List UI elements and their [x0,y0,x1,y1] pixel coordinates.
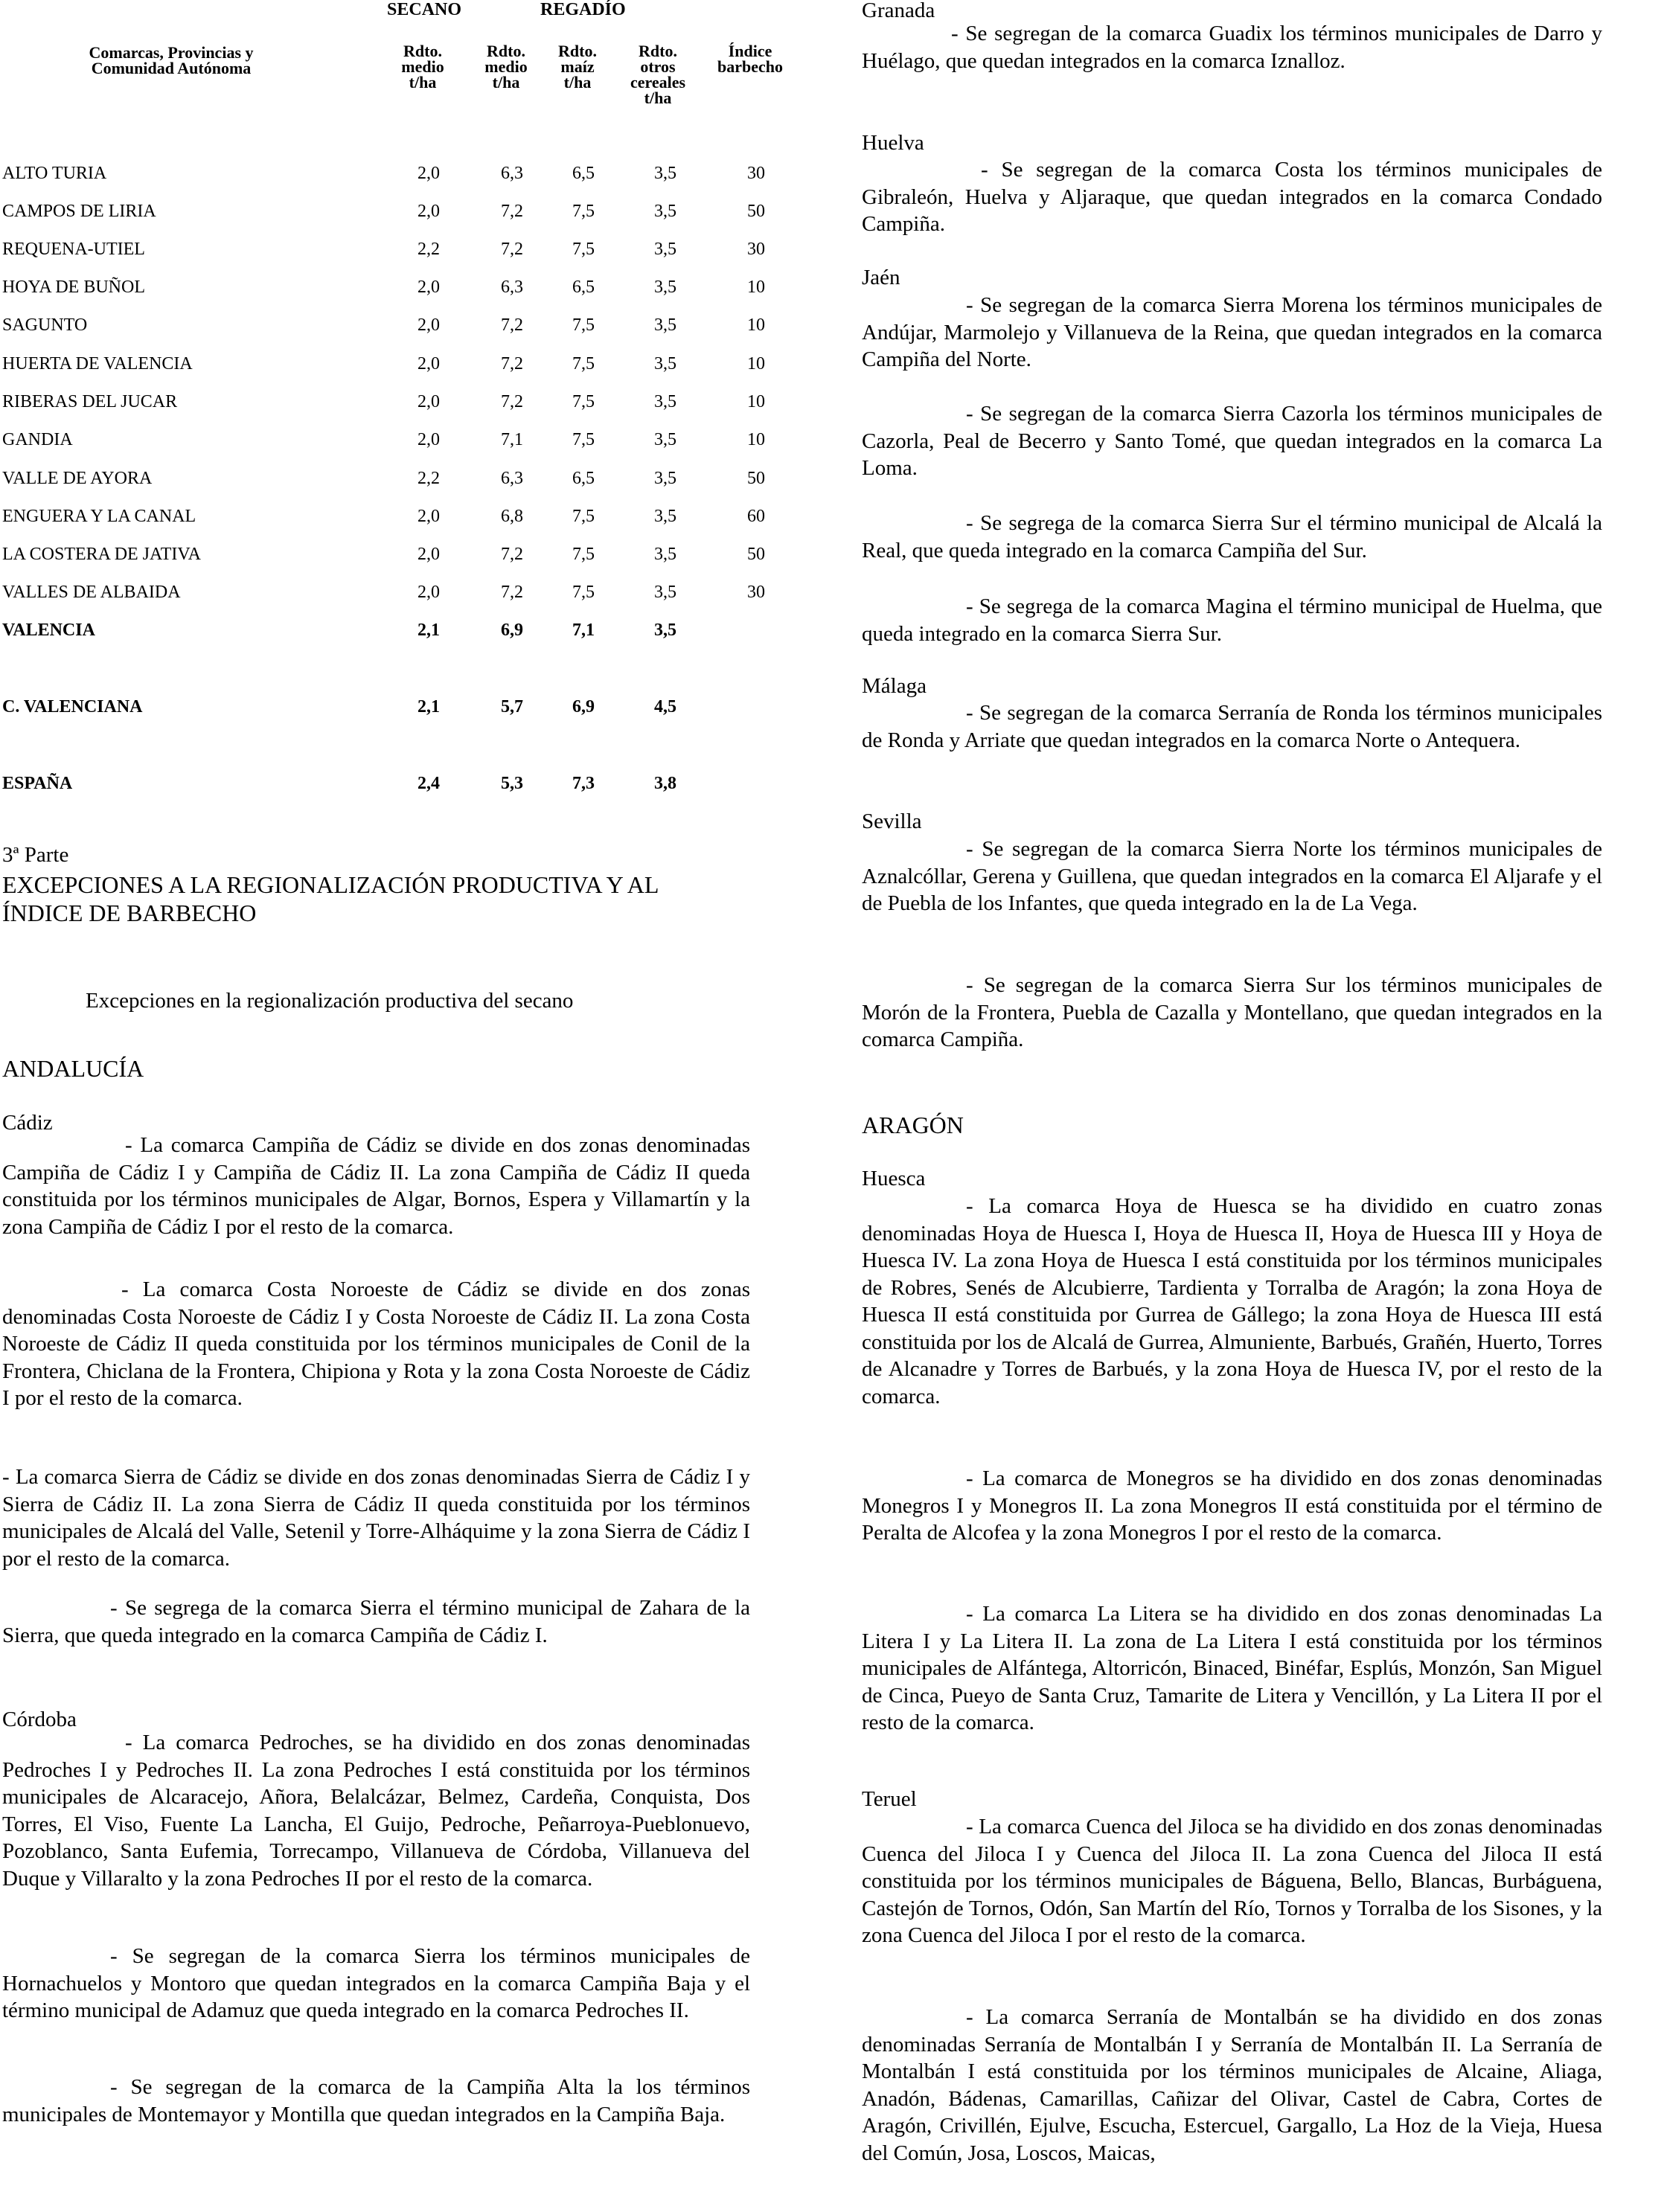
cell-secano-medio: 2,0 [417,545,440,564]
cell-otros-cereales: 3,5 [654,469,676,488]
cell-maiz: 7,5 [572,583,595,602]
table-row [0,469,789,491]
cell-secano-medio: 2,0 [417,164,440,183]
header-otros-cereales: Rdto. otros cereales t/ha [630,42,686,107]
section-title: EXCEPCIONES A LA REGIONALIZACIÓN PRODUCTIVA Y AL ÍNDICE DE BARBECHO [2,871,659,926]
row-region-name: VALENCIA [2,621,95,640]
cell-regadio-medio: 7,2 [501,354,523,374]
paragraph-jaen-3: - Se segrega de la comarca Sierra Sur el término municipal de Alcalá la Real, que queda integrado en la comarca Campiña del Sur. [862,511,1602,562]
cell-regadio-medio: 6,3 [501,469,523,488]
part-label: 3ª Parte [2,843,69,867]
cell-maiz: 7,5 [572,315,595,335]
cell-regadio-medio: 6,9 [501,621,523,640]
cell-regadio-medio: 7,2 [501,545,523,564]
row-region-name: GANDIA [2,430,73,449]
cell-maiz: 6,5 [572,278,595,297]
cell-indice-barbecho: 50 [747,202,765,221]
paragraph-huesca-3: - La comarca La Litera se ha dividido en dos zonas denominadas La Litera I y La Litera II. La zona de La Litera I está constituida por los términos municipales de Alfántega, Altorricón, Binaced, Binéfar, Esplús, Monzón, San Miguel de Cinca, Pueyo de Santa Cruz, Tamarite de Litera y Vencillón, y La Litera II por el resto de la comarca. [862,1602,1602,1734]
province-heading-sevilla: Sevilla [862,810,922,833]
paragraph-cadiz-1: - La comarca Campiña de Cádiz se divide en dos zonas denominadas Campiña de Cádiz I y Campiña de Cádiz II. La zona Campiña de Cádiz II queda constituida por los términos municipales de Algar, Bornos, Espera y Villamartín y la zona Campiña de Cádiz I por el resto de la comarca. [2,1133,750,1239]
region-heading-andalucia: ANDALUCÍA [2,1055,144,1082]
cell-maiz: 6,5 [572,469,595,488]
table-row [0,774,789,796]
cell-regadio-medio: 7,2 [501,392,523,411]
cell-maiz: 6,9 [572,697,595,717]
table-row [0,621,789,643]
cell-regadio-medio: 7,2 [501,583,523,602]
cell-maiz: 7,5 [572,392,595,411]
paragraph-cordoba-1: - La comarca Pedroches, se ha dividido en dos zonas denominadas Pedroches I y Pedroches II. La zona Pedroches I está constituida por los términos municipales de Alcaracejo, Añora, Belalcázar, Belmez, Cardeña, Conquista, Dos Torres, El Viso, Fuente La Lancha, El Guijo, Pedroche, Peñarroya-Pueblonuevo, Pozoblanco, Santa Eufemia, Torrecampo, Villanueva de Córdoba, Villanueva del Duque y Villaralto y la zona Pedroches II por el resto de la comarca. [2,1731,750,1891]
section-subtitle: Excepciones en la regionalización productiva del secano [86,989,574,1013]
table-row [0,430,789,452]
cell-secano-medio: 2,0 [417,430,440,449]
cell-otros-cereales: 3,5 [654,315,676,335]
header-regadio-medio: Rdto. medio t/ha [484,42,528,92]
cell-secano-medio: 2,2 [417,240,440,259]
paragraph-cadiz-3: - La comarca Sierra de Cádiz se divide en dos zonas denominadas Sierra de Cádiz I y Sierra de Cádiz II. La zona Sierra de Cádiz II queda constituida por los términos municipales de Alcalá del Valle, Setenil y Torre-Alháquime y la zona Sierra de Cádiz I por el resto de la comarca. [2,1465,750,1571]
cell-otros-cereales: 3,5 [654,278,676,297]
paragraph-teruel-1: - La comarca Cuenca del Jiloca se ha dividido en dos zonas denominadas Cuenca del Jiloca I y Cuenca del Jiloca II. La zona Cuenca del Jiloca II está constituida por los términos municipales de Báguena, Bello, Blancas, Burbáguena, Castejón de Tornos, Odón, San Martín del Río, Tornos y Torralba de los Sisones, y la zona Cuenca del Jiloca I por el resto de la comarca. [862,1815,1602,1947]
province-heading-teruel: Teruel [862,1787,917,1811]
header-maiz: Rdto. maíz t/ha [558,42,597,92]
cell-regadio-medio: 6,8 [501,507,523,526]
cell-indice-barbecho: 30 [747,240,765,259]
row-region-name: LA COSTERA DE JATIVA [2,545,201,564]
table-row [0,583,789,605]
table-row [0,545,789,567]
cell-regadio-medio: 5,7 [501,697,523,717]
cell-otros-cereales: 3,5 [654,507,676,526]
cell-secano-medio: 2,0 [417,507,440,526]
cell-indice-barbecho: 10 [747,392,765,411]
province-heading-huesca: Huesca [862,1167,926,1190]
row-region-name: REQUENA-UTIEL [2,240,145,259]
cell-otros-cereales: 4,5 [654,697,676,717]
header-secano-medio: Rdto. medio t/ha [401,42,444,92]
row-region-name: ALTO TURIA [2,164,107,183]
province-heading-cadiz: Cádiz [2,1111,53,1135]
cell-secano-medio: 2,0 [417,202,440,221]
cell-secano-medio: 2,0 [417,392,440,411]
province-heading-jaen: Jaén [862,266,900,289]
paragraph-cadiz-2: - La comarca Costa Noroeste de Cádiz se divide en dos zonas denominadas Costa Noroeste de Cádiz I y Costa Noroeste de Cádiz II. La zona Costa Noroeste de Cádiz II queda constituida por los términos municipales de Conil de la Frontera, Chiclana de la Frontera, Chipiona y Rota y la zona Costa Noroeste de Cádiz I por el resto de la comarca. [2,1277,750,1410]
cell-maiz: 7,5 [572,507,595,526]
cell-otros-cereales: 3,8 [654,774,676,793]
paragraph-huesca-2: - La comarca de Monegros se ha dividido en dos zonas denominadas Monegros I y Monegros II. La zona Monegros II está constituida por el término de Peralta de Alcofea y la zona Monegros I por el resto de la comarca. [862,1466,1602,1545]
header-indice-barbecho: Índice barbecho [717,42,783,76]
cell-secano-medio: 2,0 [417,315,440,335]
province-heading-malaga: Málaga [862,674,927,698]
paragraph-sevilla-2: - Se segregan de la comarca Sierra Sur los términos municipales de Morón de la Frontera, Puebla de Cazalla y Montellano, que quedan integrados en la comarca Campiña. [862,973,1602,1051]
header-region: Comarcas, Provincias y Comunidad Autónoma [89,43,254,77]
cell-secano-medio: 2,1 [417,621,440,640]
cell-regadio-medio: 7,2 [501,315,523,335]
province-heading-huelva: Huelva [862,131,924,155]
cell-secano-medio: 2,0 [417,354,440,374]
cell-maiz: 7,5 [572,430,595,449]
cell-otros-cereales: 3,5 [654,583,676,602]
cell-indice-barbecho: 10 [747,430,765,449]
cell-indice-barbecho: 10 [747,354,765,374]
row-region-name: HOYA DE BUÑOL [2,278,145,297]
cell-otros-cereales: 3,5 [654,240,676,259]
cell-otros-cereales: 3,5 [654,545,676,564]
cell-secano-medio: 2,1 [417,697,440,717]
cell-indice-barbecho: 30 [747,583,765,602]
cell-indice-barbecho: 50 [747,545,765,564]
table-row [0,697,789,719]
cell-otros-cereales: 3,5 [654,392,676,411]
row-region-name: HUERTA DE VALENCIA [2,354,193,374]
row-region-name: RIBERAS DEL JUCAR [2,392,178,411]
paragraph-malaga-1: - Se segregan de la comarca Serranía de Ronda los términos municipales de Ronda y Arriate que quedan integrados en la comarca Norte o Antequera. [862,701,1602,752]
cell-maiz: 7,5 [572,545,595,564]
row-region-name: ESPAÑA [2,774,73,793]
cell-secano-medio: 2,4 [417,774,440,793]
cell-regadio-medio: 5,3 [501,774,523,793]
province-heading-cordoba: Córdoba [2,1708,77,1731]
cell-otros-cereales: 3,5 [654,430,676,449]
paragraph-jaen-4: - Se segrega de la comarca Magina el término municipal de Huelma, que queda integrado en la comarca Sierra Sur. [862,594,1602,646]
cell-indice-barbecho: 60 [747,507,765,526]
cell-otros-cereales: 3,5 [654,202,676,221]
region-heading-aragon: ARAGÓN [862,1112,964,1138]
cell-otros-cereales: 3,5 [654,164,676,183]
cell-indice-barbecho: 30 [747,164,765,183]
row-region-name: CAMPOS DE LIRIA [2,202,156,221]
row-region-name: C. VALENCIANA [2,697,143,717]
cell-regadio-medio: 7,2 [501,240,523,259]
province-heading-granada: Granada [862,0,935,22]
paragraph-jaen-2: - Se segregan de la comarca Sierra Cazorla los términos municipales de Cazorla, Peal de Becerro y Santo Tomé, que quedan integrados en la comarca La Loma. [862,402,1602,480]
cell-regadio-medio: 7,1 [501,430,523,449]
row-region-name: SAGUNTO [2,315,88,335]
row-region-name: VALLE DE AYORA [2,469,153,488]
cell-maiz: 7,1 [572,621,595,640]
paragraph-jaen-1: - Se segregan de la comarca Sierra Morena los términos municipales de Andújar, Marmolejo y Villanueva de la Reina, que quedan integrados en la comarca Campiña del Norte. [862,293,1602,371]
cell-indice-barbecho: 10 [747,315,765,335]
cell-maiz: 7,5 [572,240,595,259]
paragraph-cordoba-3: - Se segregan de la comarca de la Campiña Alta la los términos municipales de Montemayor y Montilla que quedan integrados en la Campiña Baja. [2,2075,750,2126]
cell-maiz: 7,3 [572,774,595,793]
table-row [0,202,789,224]
paragraph-huelva-1: - Se segregan de la comarca Costa los términos municipales de Gibraleón, Huelva y Aljaraque, que quedan integrados en la comarca Condado Campiña. [862,158,1602,236]
row-region-name: VALLES DE ALBAIDA [2,583,181,602]
paragraph-huesca-1: - La comarca Hoya de Huesca se ha dividido en cuatro zonas denominadas Hoya de Huesca I, Hoya de Huesca II, Hoya de Huesca III y Hoya de Huesca IV. La zona Hoya de Huesca I está constituida por los términos municipales de Robres, Senés de Alcubierre, Tardienta y Torralba de Aragón; la zona Hoya de Huesca II está constituida por Gurrea de Gállego; la zona Hoya de Huesca III está constituida por los de Alcalá de Gurrea, Almuniente, Barbués, Grañén, Huerto, Torres de Alcanadre y Torres de Barbués, y la zona Hoya de Huesca IV, por el resto de la comarca. [862,1194,1602,1408]
cell-regadio-medio: 6,3 [501,278,523,297]
table-row [0,507,789,529]
cell-otros-cereales: 3,5 [654,354,676,374]
table-row [0,392,789,414]
cell-indice-barbecho: 10 [747,278,765,297]
cell-maiz: 7,5 [572,354,595,374]
table-row [0,240,789,262]
cell-secano-medio: 2,0 [417,583,440,602]
paragraph-teruel-2: - La comarca Serranía de Montalbán se ha dividido en dos zonas denominadas Serranía de Montalbán I y Serranía de Montalbán II. La Serranía de Montalbán I está constituida por los términos municipales de Alcaine, Aliaga, Anadón, Bádenas, Camarillas, Cañizar del Olivar, Castel de Cabra, Cortes de Aragón, Crivillén, Ejulve, Escucha, Estercuel, Gargallo, La Hoz de la Vieja, Huesa del Común, Josa, Loscos, Maicas, [862,2005,1602,2165]
cell-maiz: 7,5 [572,202,595,221]
cell-maiz: 6,5 [572,164,595,183]
paragraph-cadiz-4: - Se segrega de la comarca Sierra el término municipal de Zahara de la Sierra, que queda integrado en la comarca Campiña de Cádiz I. [2,1596,750,1647]
paragraph-granada-1: - Se segregan de la comarca Guadix los términos municipales de Darro y Huélago, que quedan integrados en la comarca Iznalloz. [862,22,1602,73]
paragraph-sevilla-1: - Se segregan de la comarca Sierra Norte los términos municipales de Aznalcóllar, Gerena y Guillena, que quedan integrados en la comarca El Aljarafe y el de Puebla de los Infantes, que queda integrado en la de La Vega. [862,837,1602,915]
cell-otros-cereales: 3,5 [654,621,676,640]
cell-secano-medio: 2,0 [417,278,440,297]
cell-regadio-medio: 7,2 [501,202,523,221]
paragraph-cordoba-2: - Se segregan de la comarca Sierra los términos municipales de Hornachuelos y Montoro que quedan integrados en la comarca Campiña Baja y el término municipal de Adamuz que queda integrado en la comarca Pedroches II. [2,1944,750,2022]
table-row [0,315,789,338]
table-group-secano: SECANO [387,0,462,19]
table-row [0,354,789,376]
cell-indice-barbecho: 50 [747,469,765,488]
table-row [0,278,789,300]
cell-regadio-medio: 6,3 [501,164,523,183]
table-group-regadio: REGADÍO [540,0,626,19]
row-region-name: ENGUERA Y LA CANAL [2,507,196,526]
table-row [0,164,789,186]
cell-secano-medio: 2,2 [417,469,440,488]
